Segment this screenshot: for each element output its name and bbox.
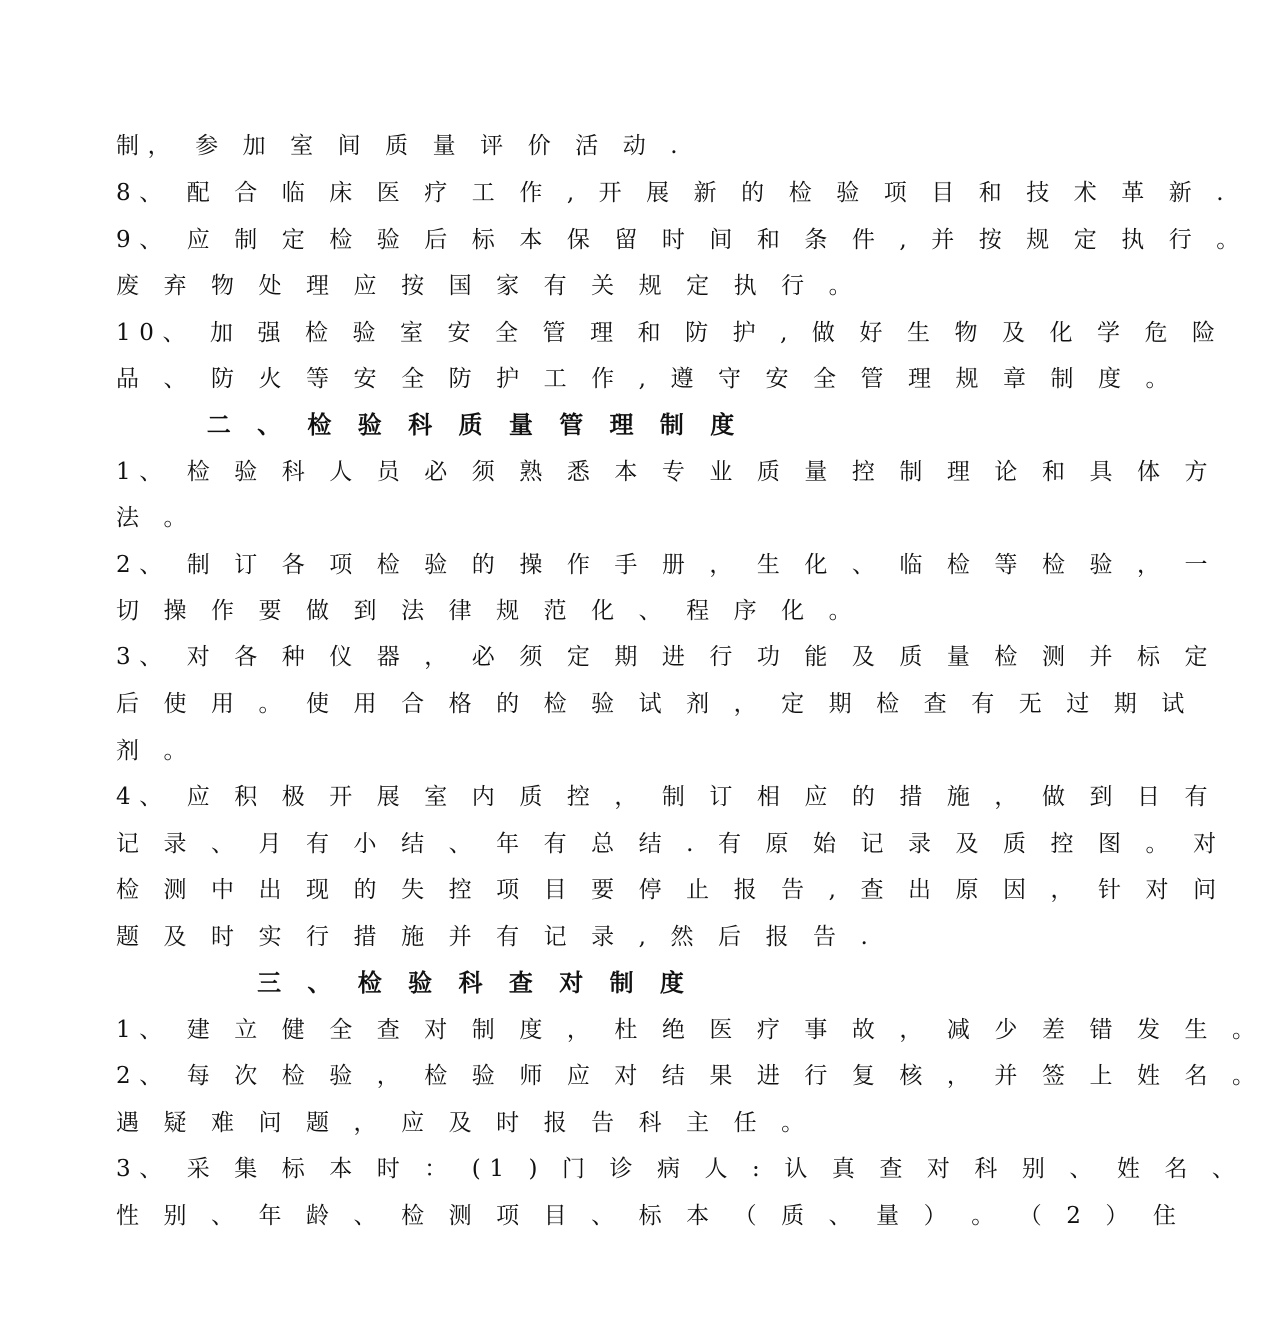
text-line: 2、 每 次 检 验 ， 检 验 师 应 对 结 果 进 行 复 核 ， 并 签 上 姓 名 。 xyxy=(116,1063,1264,1089)
text-line: 遇 疑 难 问 题 ， 应 及 时 报 告 科 主 任 。 xyxy=(116,1110,813,1136)
text-line: 性 别 、 年 龄 、 检 测 项 目 、 标 本 （ 质 、 量 ） 。 （ 2 ） 住 xyxy=(116,1203,1185,1229)
text-line: 8、 配 合 临 床 医 疗 工 作 , 开 展 新 的 检 验 项 目 和 技 术 革 新 . xyxy=(116,180,1233,206)
text-line: 9、 应 制 定 检 验 后 标 本 保 留 时 间 和 条 件 , 并 按 规 定 执 行 。 xyxy=(116,227,1248,253)
text-line: 后 使 用 。 使 用 合 格 的 检 验 试 剂 ， 定 期 检 查 有 无 过 期 试 xyxy=(116,691,1193,717)
text-line: 3、 对 各 种 仪 器 ， 必 须 定 期 进 行 功 能 及 质 量 检 测 并 标 定 xyxy=(116,644,1217,670)
text-line: 制， 参 加 室 间 质 量 评 价 活 动 . xyxy=(116,133,687,159)
text-line: 题 及 时 实 行 措 施 并 有 记 录 , 然 后 报 告 . xyxy=(116,924,877,950)
text-line: 法 。 xyxy=(116,505,196,531)
text-line: 1、 建 立 健 全 查 对 制 度 ， 杜 绝 医 疗 事 故 ， 减 少 差 错 发 生 。 xyxy=(116,1017,1264,1043)
text-line: 3、 采 集 标 本 时 ： (1 ) 门 诊 病 人 : 认 真 查 对 科 别 、 姓 名 、 xyxy=(116,1156,1244,1182)
text-line: 4、 应 积 极 开 展 室 内 质 控 ， 制 订 相 应 的 措 施 ， 做 到 日 有 xyxy=(116,784,1217,810)
section-heading-quality-management: 二 、 检 验 科 质 量 管 理 制 度 xyxy=(206,410,744,439)
text-line: 切 操 作 要 做 到 法 律 规 范 化 、 程 序 化 。 xyxy=(116,598,861,624)
text-line: 1、 检 验 科 人 员 必 须 熟 悉 本 专 业 质 量 控 制 理 论 和 具 体 方 xyxy=(116,459,1217,485)
text-line: 废 弃 物 处 理 应 按 国 家 有 关 规 定 执 行 。 xyxy=(116,273,861,299)
text-line: 记 录 、 月 有 小 结 、 年 有 总 结 . 有 原 始 记 录 及 质 控 图 。 对 xyxy=(116,831,1225,857)
text-line: 检 测 中 出 现 的 失 控 项 目 要 停 止 报 告 , 查 出 原 因 ， 针 对 问 xyxy=(116,877,1225,903)
section-heading-verification: 三 、 检 验 科 查 对 制 度 xyxy=(257,968,693,997)
text-line: 品 、 防 火 等 安 全 防 护 工 作 , 遵 守 安 全 管 理 规 章 制 度 。 xyxy=(116,366,1178,392)
text-line: 10、 加 强 检 验 室 安 全 管 理 和 防 护 , 做 好 生 物 及 化 学 危 险 xyxy=(116,320,1224,346)
text-line: 2、 制 订 各 项 检 验 的 操 作 手 册 ， 生 化 、 临 检 等 检 验 ， 一 xyxy=(116,552,1217,578)
text-line: 剂 。 xyxy=(116,738,196,764)
